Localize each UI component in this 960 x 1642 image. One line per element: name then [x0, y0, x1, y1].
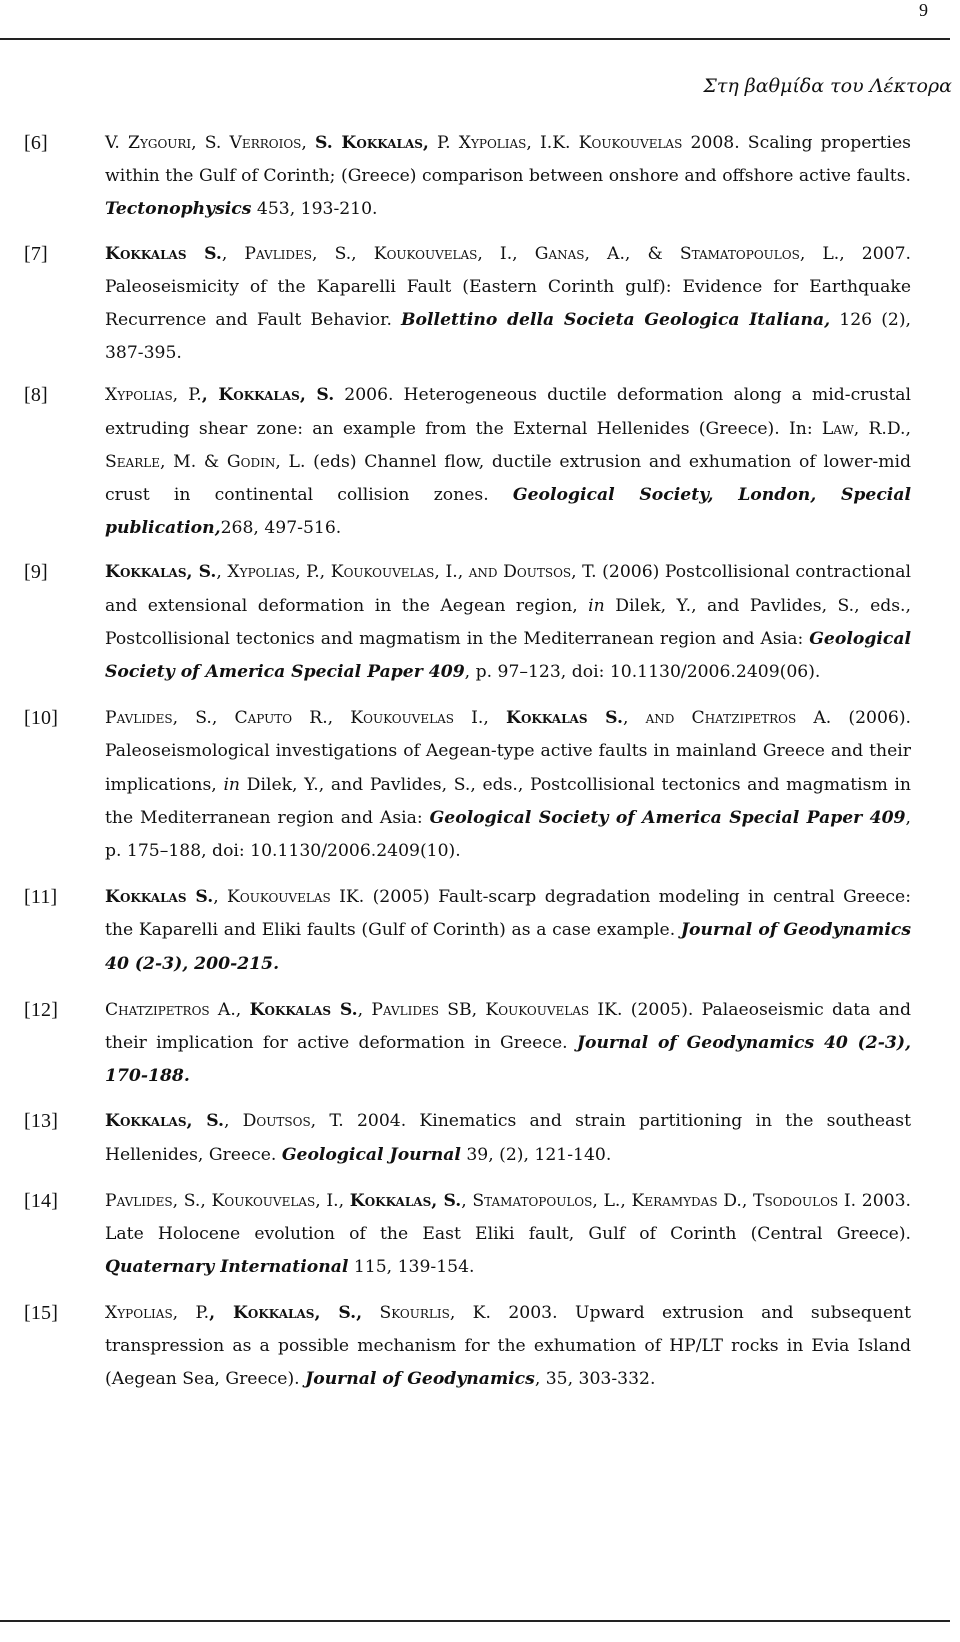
reference-text	[105, 127, 911, 227]
reference-item	[24, 994, 954, 1094]
reference-item	[24, 881, 954, 981]
reference-item	[24, 702, 954, 868]
reference-fragment: 2003. Upward extrusion and subsequent transpression as a possible mechanism for the exhumation of HP/LT rocks in Evia Island (Aegean Sea, Greece).	[105, 1302, 911, 1389]
reference-fragment: (2005) Fault-scarp degradation modeling in central Greece: the Kaparelli and Eliki faults (Gulf of Corinth) as a case example.	[105, 887, 911, 941]
reference-fragment: 126 (2), 387-395.	[105, 310, 911, 364]
reference-fragment: Xypolias, P.	[105, 385, 202, 406]
reference-fragment: , p. 97–123, doi: 10.1130/2006.2409(06).	[464, 662, 821, 683]
reference-number: [10]	[24, 707, 59, 730]
reference-fragment: , Kokkalas, S.	[201, 385, 335, 406]
reference-item	[24, 556, 954, 689]
reference-fragment: , Kokkalas, S.,	[209, 1302, 363, 1323]
reference-fragment: Journal of Geodynamics	[305, 1368, 535, 1389]
bottom-rule	[0, 1620, 950, 1622]
reference-fragment: Bollettino della Societa Geologica Italiana,	[401, 310, 831, 331]
reference-fragment: Pavlides, S., Caputo R., Koukouvelas I.,	[105, 708, 507, 729]
reference-fragment: , 35, 303-332.	[534, 1368, 656, 1389]
reference-fragment: Journal of Geodynamics 40 (2-3), 170-188.	[105, 1033, 911, 1087]
reference-fragment: in	[588, 595, 605, 616]
reference-fragment: 2003. Late Holocene evolution of the East Eliki fault, Gulf of Corinth (Central Greece).	[105, 1190, 911, 1245]
reference-list	[24, 127, 954, 1396]
reference-text	[105, 1297, 911, 1397]
reference-fragment: Geological Society of America Special Paper 409	[105, 628, 911, 683]
reference-fragment: 453, 193-210.	[251, 199, 378, 220]
reference-fragment: , and Chatzipetros A.	[622, 708, 832, 729]
reference-fragment: Kokkalas S.	[105, 243, 222, 264]
reference-fragment: Kokkalas S.	[105, 887, 214, 908]
reference-fragment: Kokkalas, S.	[349, 1190, 462, 1211]
top-rule	[0, 38, 950, 40]
reference-number: [12]	[24, 998, 59, 1021]
reference-fragment: , p. 175–188, doi: 10.1130/2006.2409(10).	[105, 807, 911, 862]
reference-text	[105, 556, 911, 689]
reference-fragment: 115, 139-154.	[348, 1257, 475, 1278]
reference-number: [14]	[24, 1189, 59, 1212]
reference-fragment: , Doutsos, T.	[223, 1111, 344, 1132]
reference-text	[105, 994, 911, 1094]
reference-fragment: 268, 497-516.	[220, 518, 342, 539]
reference-item	[24, 238, 954, 371]
reference-number: [8]	[24, 384, 48, 407]
reference-item	[24, 1105, 954, 1171]
reference-fragment: Kokkalas, S.	[105, 1111, 224, 1132]
reference-fragment: Kokkalas S.	[506, 708, 623, 729]
reference-text	[105, 379, 911, 545]
reference-fragment: , Koukouvelas IK.	[213, 887, 365, 908]
reference-fragment: Dilek, Y., and Pavlides, S., eds., Postcollisional tectonics and magmatism in the Mediterranean region and Asia:	[105, 595, 911, 649]
reference-fragment: Geological Society, London, Special publication,	[105, 485, 911, 539]
reference-number: [13]	[24, 1110, 59, 1133]
reference-fragment: Dilek, Y., and Pavlides, S., eds., Postcollisional tectonics and magmatism in the Mediterranean region and Asia:	[105, 774, 911, 828]
reference-number: [9]	[24, 561, 48, 584]
reference-fragment: Chatzipetros A.,	[105, 999, 250, 1020]
reference-fragment: (2005). Palaeoseismic data and their implication for active deformation in Greece.	[105, 999, 911, 1054]
reference-number: [11]	[24, 886, 58, 909]
reference-item	[24, 1297, 954, 1397]
reference-fragment: Skourlis, K.	[362, 1302, 491, 1323]
reference-number: [15]	[24, 1301, 59, 1324]
reference-fragment: , Pavlides SB, Koukouvelas IK.	[357, 999, 623, 1020]
reference-fragment: (eds) Channel flow, ductile extrusion and exhumation of lower-mid crust in continental collision zones.	[105, 451, 911, 506]
reference-fragment: Kokkalas, S.	[105, 562, 217, 583]
reference-fragment: , Stamatopoulos, L., Keramydas D., Tsodoulos I.	[461, 1190, 857, 1211]
header-title: Στη βαθμίδα του Λέκτορα	[703, 75, 952, 97]
reference-fragment: V. Zygouri, S. Verroios,	[105, 133, 315, 153]
reference-fragment: , 2007. Paleoseismicity of the Kaparelli Fault (Eastern Corinth gulf): Evidence for Earthquake Recurrence and Fault Behavior.	[105, 243, 911, 331]
reference-fragment: Geological Society of America Special Paper 409	[429, 807, 906, 828]
reference-number: [6]	[24, 132, 48, 154]
page-number: 9	[919, 0, 928, 20]
reference-item	[24, 127, 954, 227]
reference-fragment: Xypolias, P.	[105, 1302, 210, 1323]
reference-fragment: 2004. Kinematics and strain partitioning in the southeast Hellenides, Greece.	[105, 1111, 911, 1165]
reference-fragment: Geological Journal	[281, 1144, 461, 1165]
reference-fragment: Law, R.D., Searle, M. & Godin, L.	[105, 418, 911, 472]
reference-fragment: Pavlides, S., Koukouvelas, I.,	[105, 1190, 350, 1211]
reference-fragment: in	[223, 774, 241, 795]
reference-fragment: P. Xypolias, I.K. Koukouvelas	[428, 133, 683, 153]
reference-fragment: Kokkalas S.	[249, 999, 358, 1020]
reference-text	[105, 1185, 911, 1285]
reference-fragment: 2008. Scaling properties within the Gulf of Corinth; (Greece) comparison between onshore and offshore active faults.	[105, 133, 911, 187]
reference-fragment: Quaternary International	[105, 1257, 349, 1278]
reference-fragment: 2006. Heterogeneous ductile deformation along a mid-crustal extruding shear zone: an example from the External Hellenides (Greece). In:	[105, 385, 911, 439]
reference-fragment: Journal of Geodynamics 40 (2-3), 200-215.	[105, 920, 911, 974]
reference-number: [7]	[24, 242, 48, 265]
reference-text	[105, 702, 911, 868]
reference-fragment: , Pavlides, S., Koukouvelas, I., Ganas, A., & Stamatopoulos, L.	[221, 243, 840, 264]
reference-text	[105, 1105, 911, 1171]
reference-item	[24, 379, 954, 545]
reference-fragment: S. Kokkalas,	[315, 133, 429, 153]
reference-fragment: (2006). Paleoseismological investigations of Aegean-type active faults in mainland Greece and their implications,	[105, 708, 911, 795]
reference-item	[24, 1185, 954, 1285]
reference-text	[105, 881, 911, 981]
reference-fragment: , Xypolias, P., Koukouvelas, I., and Doutsos, T.	[216, 562, 597, 583]
reference-fragment: (2006) Postcollisional contractional and extensional deformation in the Aegean region,	[105, 562, 911, 616]
reference-fragment: Tectonophysics	[105, 199, 252, 220]
reference-text	[105, 238, 911, 371]
reference-fragment: 39, (2), 121-140.	[460, 1144, 612, 1165]
